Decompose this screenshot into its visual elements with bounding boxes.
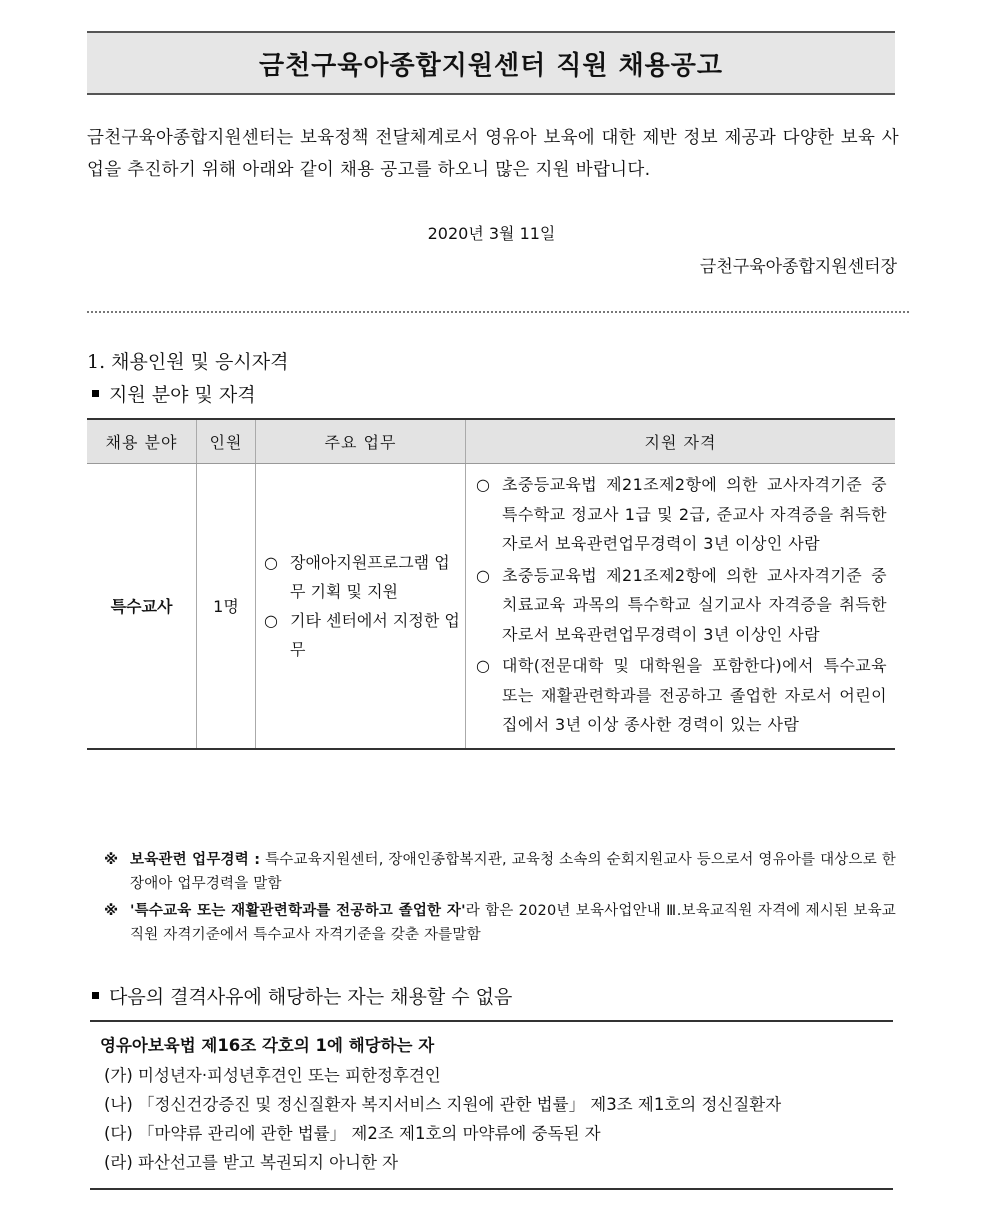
cell-duties bbox=[256, 464, 466, 749]
disqualification-item: (다) 「마약류 관리에 관한 법률」 제2조 제1호의 마약류에 중독된 자 bbox=[104, 1124, 601, 1143]
disqualification-item: (가) 미성년자·피성년후견인 또는 피한정후견인 bbox=[104, 1066, 441, 1085]
cell-qualifications bbox=[466, 464, 896, 749]
disqualification-box bbox=[90, 1020, 893, 1190]
disqualification-item: (라) 파산선고를 받고 복권되지 아니한 자 bbox=[104, 1153, 399, 1172]
dotted-divider bbox=[87, 311, 909, 313]
qualification-item bbox=[476, 561, 887, 650]
sub-heading-qualifications bbox=[92, 380, 256, 407]
duty-text: 장애아지원프로그램 업무 기획 및 지원 bbox=[290, 552, 450, 601]
note-text bbox=[130, 848, 896, 896]
note-body: 라 함은 2020년 보육사업안내 Ⅲ.보육교직원 자격에 제시된 보육교직원 자격기준에서 특수교사 자격기준을 갖춘 자를말함 bbox=[130, 903, 896, 943]
note-text bbox=[130, 899, 896, 947]
header-count: 인원 bbox=[197, 419, 256, 464]
header-duty: 주요 업무 bbox=[256, 419, 466, 464]
notice-date: 2020년 3월 11일 bbox=[427, 224, 556, 243]
page-title: 금천구육아종합지원센터 직원 채용공고 bbox=[87, 31, 895, 95]
note-bold: 보육관련 업무경력 : bbox=[130, 852, 261, 868]
circle-bullet-icon: ○ bbox=[264, 552, 278, 572]
sub-heading-label: 다음의 결격사유에 해당하는 자는 채용할 수 없음 bbox=[109, 986, 513, 1008]
header-field: 채용 분야 bbox=[87, 419, 197, 464]
qualification-text: 초중등교육법 제21조제2항에 의한 교사자격기준 중 치료교육 과목의 특수학교 실기교사 자격증을 취득한 자로서 보육관련업무경력이 3년 이상인 사람 bbox=[502, 565, 887, 644]
table-header-row bbox=[87, 419, 895, 464]
square-bullet-icon bbox=[92, 992, 99, 999]
header-qualification: 지원 자격 bbox=[466, 419, 896, 464]
duty-text: 기타 센터에서 지정한 업무 bbox=[290, 610, 460, 659]
sub-heading-label: 지원 분야 및 자격 bbox=[109, 384, 256, 406]
notes-block bbox=[104, 848, 896, 950]
duty-item bbox=[264, 548, 464, 606]
cell-count: 1명 bbox=[197, 464, 256, 749]
qualification-item bbox=[476, 651, 887, 740]
notice-signer: 금천구육아종합지원센터장 bbox=[699, 257, 897, 277]
duty-item bbox=[264, 606, 464, 664]
disqualification-title: 영유아보육법 제16조 각호의 1에 해당하는 자 bbox=[100, 1036, 435, 1055]
square-bullet-icon bbox=[92, 390, 99, 397]
intro-paragraph: 금천구육아종합지원센터는 보육정책 전달체계로서 영유아 보육에 대한 제반 정보 제공과 다양한 보육 사업을 추진하기 위해 아래와 같이 채용 공고를 하오니 많은 지원 바랍니다. bbox=[87, 128, 899, 180]
note-bold: '특수교육 또는 재활관련학과를 전공하고 졸업한 자' bbox=[130, 903, 466, 919]
table-row bbox=[87, 464, 895, 749]
recruitment-table bbox=[87, 418, 895, 750]
note-item bbox=[104, 848, 896, 896]
circle-bullet-icon: ○ bbox=[476, 565, 490, 585]
reference-mark-icon: ※ bbox=[104, 852, 119, 868]
circle-bullet-icon: ○ bbox=[476, 656, 490, 675]
note-body: 특수교육지원센터, 장애인종합복지관, 교육청 소속의 순회지원교사 등으로서 영유아를 대상으로 한 장애아 업무경력을 말함 bbox=[130, 852, 896, 892]
qualification-text: 초중등교육법 제21조제2항에 의한 교사자격기준 중 특수학교 정교사 1급 및 2급, 준교사 자격증을 취득한 자로서 보육관련업무경력이 3년 이상인 사람 bbox=[502, 475, 887, 553]
qualification-item bbox=[476, 470, 887, 559]
qualification-text: 대학(전문대학 및 대학원을 포함한다)에서 특수교육 또는 재활관련학과를 전공하고 졸업한 자로서 어린이집에서 3년 이상 종사한 경력이 있는 사람 bbox=[502, 656, 887, 734]
circle-bullet-icon: ○ bbox=[264, 610, 278, 630]
reference-mark-icon: ※ bbox=[104, 903, 119, 919]
sub-heading-disqualification bbox=[92, 982, 512, 1009]
circle-bullet-icon: ○ bbox=[476, 475, 490, 494]
cell-field: 특수교사 bbox=[87, 464, 197, 749]
section-heading: 1. 채용인원 및 응시자격 bbox=[87, 351, 289, 373]
note-item bbox=[104, 899, 896, 947]
disqualification-item: (나) 「정신건강증진 및 정신질환자 복지서비스 지원에 관한 법률」 제3조 제1호의 정신질환자 bbox=[104, 1095, 782, 1114]
